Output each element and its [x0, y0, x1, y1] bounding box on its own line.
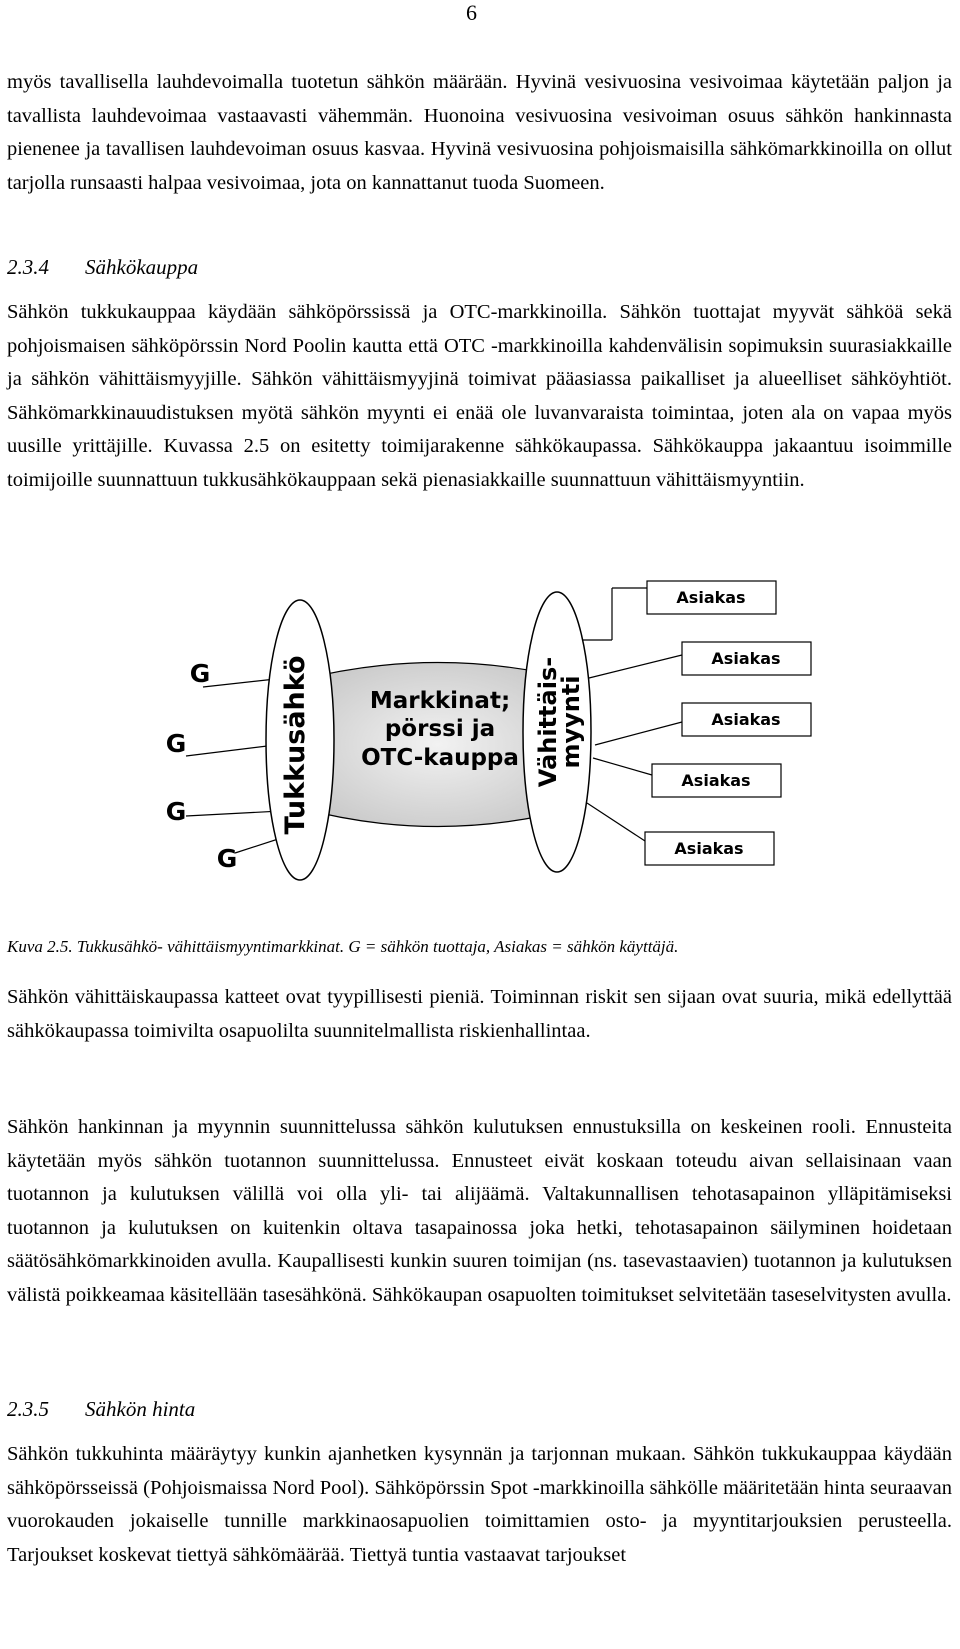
section-number: 2.3.5 [7, 1397, 49, 1421]
connector-line [589, 655, 682, 678]
paragraph-4: Sähkön hankinnan ja myynnin suunnittelussa sähkön kulutuksen ennustuksilla on keskeinen rooli. Ennusteita käytetään myös sähkön tuotannon suunnittelussa. Ennusteet eivät koskaan toteudu aivan sellaisinaan vaan tuotannon ja kulutuksen välillä voi olla yli- tai alijäämä. Valtakunnallisen tehotasapainon ylläpitämiseksi tuotannon ja kulutuksen on kuitenkin oltava tasapainossa joka hetki, tehotasapainon säilyminen hoidetaan säätösähkömarkkinoiden avulla. Kaupallisesti kunkin suuren toimijan (ns. tasevastaavien) tuotannon ja kulutuksen välistä poikkeamaa käsitellään tasesähkönä. Sähkökaupan osapuolten toimitukset selvitetään taseselvitysten avulla. [7, 1116, 952, 1306]
section-title: Sähkön hinta [85, 1397, 196, 1421]
customer-box [652, 764, 781, 797]
page-number: 6 [466, 0, 477, 25]
producer-g: G [165, 729, 187, 758]
customer-nodes [645, 581, 811, 865]
connector-line [595, 722, 682, 745]
section-title: Sähkökauppa [85, 255, 199, 279]
market-label-line-3: OTC-kauppa [361, 745, 519, 771]
producer-g: G [216, 844, 238, 873]
figure-caption: Kuva 2.5. Tukkusähkö- vähittäismyyntimarkkinat. G = sähkön tuottaja, Asiakas = sähkön käyttäjä. [7, 937, 679, 956]
market-label-line-1: Markkinat; [369, 688, 511, 714]
wholesale-label: Tukkusähkö [280, 655, 311, 835]
paragraph-3: Sähkön vähittäiskaupassa katteet ovat tyypillisesti pieniä. Toiminnan riskit sen sijaan ovat suuria, mikä edellyttää sähkökaupassa toimivilta osapuolilta suunnitelmallista riskienhallintaa. [7, 986, 952, 1042]
retail-label-line-2: myynti [557, 675, 585, 769]
market-label-line-2: pörssi ja [384, 716, 496, 742]
customer-box [647, 581, 776, 614]
paragraph-5: Sähkön tukkuhinta määräytyy kunkin ajanhetken kysynnän ja tarjonnan mukaan. Sähkön tukkukauppaa käydään sähköpörsseissä (Pohjoismaissa Nord Pool). Sähköpörssin Spot -markkinoilla sähkölle määritetään hinta seuraavan vuorokauden jokaiselle tunnille markkinaosapuolien toimittamien osto- ja myyntitarjouksien perusteella. Tarjoukset koskevat tiettyä sähkömäärää. Tiettyä tuntia vastaavat tarjoukset [7, 1443, 952, 1566]
customer-box [682, 642, 811, 675]
customer-box [645, 832, 774, 865]
paragraph-2: Sähkön tukkukauppaa käydään sähköpörssissä ja OTC-markkinoilla. Sähkön tuottajat myyvät sähköä sekä pohjoismaisen sähköpörssin Nord Poolin kautta että OTC -markkinoilla kahdenvälisin sopimuksin suurasiakkaille ja sähkön vähittäismyyjille. Sähkön vähittäismyyjinä toimivat pääasiassa paikalliset ja alueelliset sähköyhtiöt. Sähkömarkkinauudistuksen myötä sähkön myynti ei enää ole luvanvaraista toimintaa, joten ala on vapaa myös uusille yrittäjille. Kuvassa 2.5 on esitetty toimijarakenne sähkökaupassa. Sähkökauppa jakaantuu isoimmille toimijoille suunnattuun tukkusähkökauppaan sekä pienasiakkaille suunnattuun vähittäismyyntiin. [7, 301, 952, 491]
customer-box [682, 703, 811, 736]
paragraph-1: myös tavallisella lauhdevoimalla tuotetun sähkön määrään. Hyvinä vesivuosina vesivoimaa käytetään paljon ja tavallista lauhdevoimaa vastaavasti vähemmän. Huonoina vesivuosina vesivoiman osuus sähkön hankinnasta pienenee ja tavallisen lauhdevoiman osuus kasvaa. Hyvinä vesivuosina pohjoismaisilla sähkömarkkinoilla on ollut tarjolla runsaasti halpaa vesivoimaa, jota on kannattanut tuoda Suomeen. [7, 71, 952, 194]
section-heading-2-3-4 [7, 255, 198, 280]
connector-line [587, 803, 645, 841]
wholesale-node [266, 600, 334, 880]
section-heading-2-3-5 [7, 1397, 195, 1422]
producer-g: G [189, 659, 211, 688]
retail-node [523, 592, 591, 872]
customer-label: Asiakas [676, 588, 746, 607]
connector-line [593, 758, 652, 775]
customer-label: Asiakas [711, 649, 781, 668]
section-number: 2.3.4 [7, 255, 49, 279]
producer-nodes [166, 659, 238, 873]
producer-g: G [165, 797, 187, 826]
customer-label: Asiakas [674, 839, 744, 858]
customer-label: Asiakas [681, 771, 751, 790]
retail-label-line-1: Vähittäis- [534, 656, 562, 788]
market-structure-diagram [0, 570, 960, 930]
customer-label: Asiakas [711, 710, 781, 729]
